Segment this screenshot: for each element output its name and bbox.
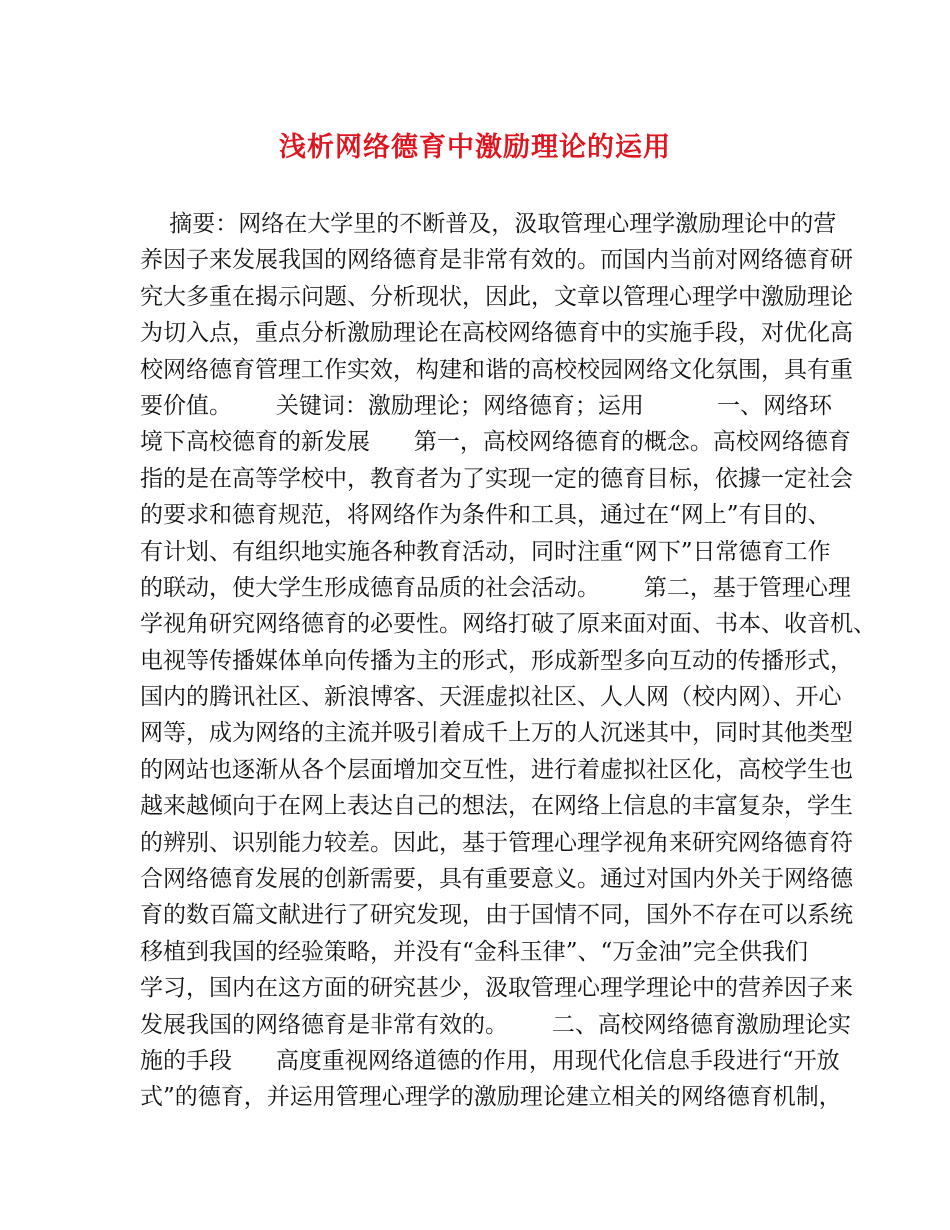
body-line: 境下高校德育的新发展 第一，高校网络德育的概念。高校网络德育 <box>140 429 851 456</box>
body-line: 式”的德育，并运用管理心理学的激励理论建立相关的网络德育机制， <box>140 1084 842 1111</box>
body-line: 为切入点，重点分析激励理论在高校网络德育中的实施手段，对优化高 <box>140 320 853 347</box>
body-line: 指的是在高等学校中，教育者为了实现一定的德育目标，依據一定社会 <box>140 465 853 492</box>
body-line: 合网络德育发展的创新需要，具有重要意义。通过对国内外关于网络德 <box>140 866 853 893</box>
body-line: 电视等传播媒体单向传播为主的形式，形成新型多向互动的传播形式， <box>140 647 853 674</box>
body-line: 摘要：网络在大学里的不断普及，汲取管理心理学激励理论中的营 <box>140 211 837 237</box>
body-line: 要价值。 关键词：激励理论；网络德育；运用 一、网络环 <box>140 392 832 419</box>
body-line: 学视角研究网络德育的必要性。网络打破了原来面对面、书本、收音机、 <box>140 611 876 638</box>
document-body <box>140 206 876 1116</box>
body-line: 施的手段 高度重视网络道德的作用，用现代化信息手段进行“开放 <box>140 1047 840 1074</box>
body-line: 的联动，使大学生形成德育品质的社会活动。 第二，基于管理心理 <box>140 574 851 601</box>
body-line: 育的数百篇文献进行了研究发现，由于国情不同，国外不存在可以系统 <box>140 902 853 929</box>
body-line: 发展我国的网络德育是非常有效的。 二、高校网络德育激励理论实 <box>140 1011 851 1038</box>
body-line: 究大多重在揭示问题、分析现状，因此，文章以管理心理学中激励理论 <box>140 283 853 310</box>
document-title: 浅析网络德育中激励理论的运用 <box>279 132 671 163</box>
body-line: 网等，成为网络的主流并吸引着成千上万的人沉迷其中，同时其他类型 <box>140 720 853 747</box>
body-line: 移植到我国的经验策略，并没有“金科玉律”、“万金油”完全供我们 <box>140 938 809 965</box>
body-line: 的网站也逐渐从各个层面增加交互性，进行着虚拟社区化，高校学生也 <box>140 756 853 783</box>
body-line: 国内的腾讯社区、新浪博客、天涯虚拟社区、人人网（校内网）、开心 <box>140 684 842 711</box>
body-line: 校网络德育管理工作实效，构建和谐的高校校园网络文化氛围，具有重 <box>140 356 853 383</box>
body-line: 有计划、有组织地实施各种教育活动，同时注重“网下”日常德育工作 <box>140 538 831 565</box>
body-line: 的辨别、识别能力较差。因此，基于管理心理学视角来研究网络德育符 <box>140 829 853 856</box>
body-line: 越来越倾向于在网上表达自己的想法，在网络上信息的丰富复杂，学生 <box>140 793 853 820</box>
body-line: 的要求和德育规范，将网络作为条件和工具，通过在“网上”有目的、 <box>140 502 831 529</box>
body-line: 养因子来发展我国的网络德育是非常有效的。而国内当前对网络德育研 <box>140 247 853 274</box>
body-line: 学习，国内在这方面的研究甚少，汲取管理心理学理论中的营养因子来 <box>140 975 853 1002</box>
